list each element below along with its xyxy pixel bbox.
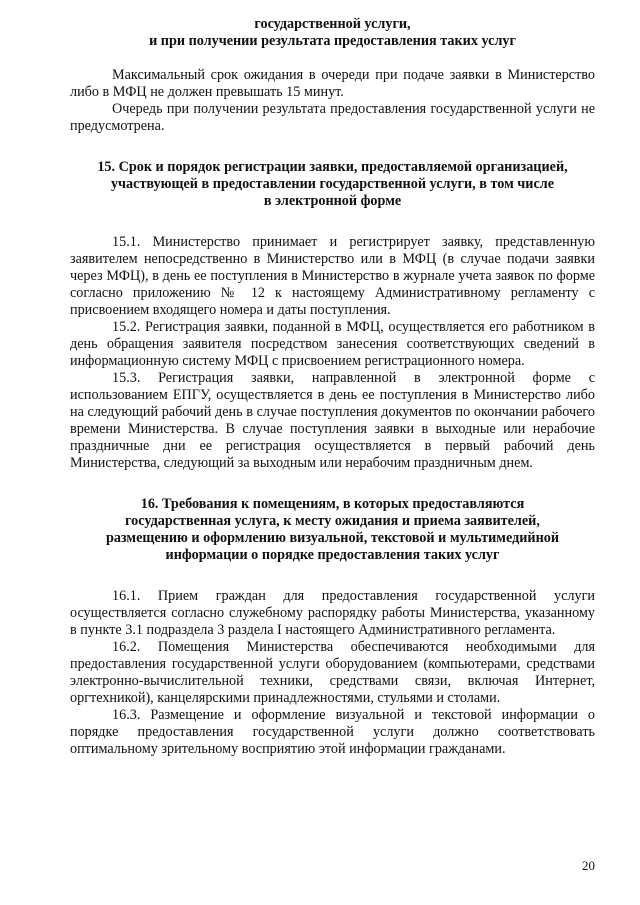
paragraph-15-1: 15.1. Министерство принимает и регистрирует заявку, представленную заявителем непосредственно в Министерство или в МФЦ (в случае подачи заявки через МФЦ), в день ее поступления в Министерство в журнале учета заявок по форме согласно приложению № 12 к настоящему Административному регламенту с присвоением входящего номера и даты поступления.	[70, 234, 595, 318]
paragraph-15-2: 15.2. Регистрация заявки, поданной в МФЦ, осуществляется его работником в день обращения заявителя посредством занесения соответствующих сведений в информационную систему МФЦ с присвоением регистрационного номера.	[70, 319, 595, 369]
heading-line: и при получении результата предоставления таких услуг	[149, 33, 516, 49]
paragraph-16-2: 16.2. Помещения Министерства обеспечиваются необходимыми для предоставления государственной услуги оборудованием (компьютерами, средствами электронно-вычислительной техники, средствами связи, включая Интернет, оргтехникой), канцелярскими принадлежностями, стульями и столами.	[70, 639, 595, 706]
heading-line: размещению и оформлению визуальной, текстовой и мультимедийной	[105, 530, 560, 546]
heading-line: 16. Требования к помещениям, в которых предоставляются	[140, 496, 525, 512]
section-16-title	[70, 496, 595, 564]
heading-line: информации о порядке предоставления таких услуг	[165, 547, 500, 563]
heading-top	[70, 16, 595, 50]
heading-line: государственной услуги,	[254, 16, 411, 32]
paragraph: Очередь при получении результата предоставления государственной услуги не предусмотрена.	[70, 101, 595, 134]
heading-line: государственная услуга, к месту ожидания и приема заявителей,	[125, 513, 540, 529]
page-number: 20	[582, 858, 595, 873]
paragraph-16-1: 16.1. Прием граждан для предоставления государственной услуги осуществляется согласно служебному распорядку работы Министерства, указанному в пункте 3.1 подраздела 3 раздела I настоящего Административного регламента.	[70, 588, 595, 638]
paragraph-15-3: 15.3. Регистрация заявки, направленной в электронной форме с использованием ЕПГУ, осуществляется в день ее поступления в Министерство либо на следующий рабочий день в случае поступления документов по окончании рабочего времени Министерства. В случае поступления заявки в выходные или нерабочие праздничные дни ее регистрация осуществляется в первый рабочий день Министерства, следующий за выходным или нерабочим праздничным днем.	[70, 370, 595, 471]
paragraph: Максимальный срок ожидания в очереди при подаче заявки в Министерство либо в МФЦ не должен превышать 15 минут.	[70, 67, 595, 100]
heading-line: 15. Срок и порядок регистрации заявки, предоставляемой организацией,	[97, 159, 568, 175]
document-page	[70, 16, 595, 758]
paragraph-16-3: 16.3. Размещение и оформление визуальной и текстовой информации о порядке предоставления государственной услуги должно соответствовать оптимальному зрительному восприятию этой информации гражданами.	[70, 707, 595, 757]
section-15-title	[70, 159, 595, 210]
heading-line: в электронной форме	[263, 193, 402, 209]
heading-line: участвующей в предоставлении государственной услуги, в том числе	[110, 176, 555, 192]
